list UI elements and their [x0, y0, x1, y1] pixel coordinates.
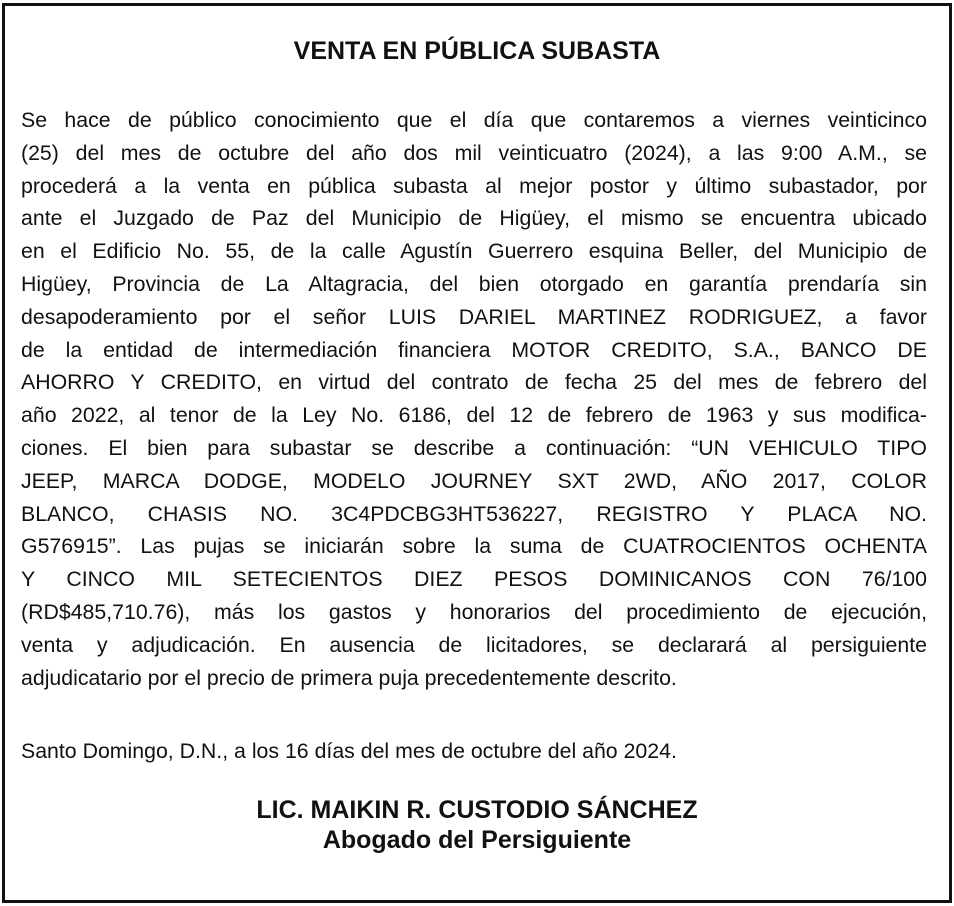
body-line: Y CINCO MIL SETECIENTOS DIEZ PESOS DOMINICANOS CON 76/100	[21, 567, 927, 592]
body-line: año 2022, al tenor de la Ley No. 6186, del 12 de febrero de 1963 y sus modifica-	[21, 403, 927, 428]
body-line: adjudicatario por el precio de primera puja precedentemente descrito.	[21, 665, 677, 690]
body-line: ciones. El bien para subastar se describe a continuación: “UN VEHICULO TIPO	[21, 435, 927, 460]
body-line: Se hace de público conocimiento que el día que contaremos a viernes veinticinco	[21, 108, 927, 132]
body-line: BLANCO, CHASIS NO. 3C4PDCBG3HT536227, REGISTRO Y PLACA NO.	[21, 501, 927, 526]
body-line: (25) del mes de octubre del año dos mil veinticuatro (2024), a las 9:00 A.M., se	[21, 140, 927, 165]
body-line: JEEP, MARCA DODGE, MODELO JOURNEY SXT 2WD, AÑO 2017, COLOR	[21, 468, 927, 493]
body-line: de la entidad de intermediación financiera MOTOR CREDITO, S.A., BANCO DE	[21, 337, 927, 362]
body-line: en el Edificio No. 55, de la calle Agustín Guerrero esquina Beller, del Municipio de	[21, 239, 927, 264]
body-line: AHORRO Y CREDITO, en virtud del contrato de fecha 25 del mes de febrero del	[21, 370, 927, 395]
signatory-role: Abogado del Persiguiente	[322, 826, 632, 854]
body-line: Higüey, Provincia de La Altagracia, del bien otorgado en garantía prendaría sin	[21, 271, 927, 296]
signature-block	[0, 795, 954, 855]
body-line: venta y adjudicación. En ausencia de licitadores, se declarará al persiguiente	[21, 632, 927, 657]
body-line: (RD$485,710.76), más los gastos y honorarios del procedimiento de ejecución,	[21, 599, 927, 624]
body-line: procederá a la venta en pública subasta al mejor postor y último subastador, por	[21, 173, 927, 198]
notice-body	[21, 104, 927, 694]
signatory-name: LIC. MAIKIN R. CUSTODIO SÁNCHEZ	[256, 796, 698, 824]
notice-title: VENTA EN PÚBLICA SUBASTA	[293, 37, 661, 65]
body-line: desapoderamiento por el señor LUIS DARIEL MARTINEZ RODRIGUEZ, a favor	[21, 304, 927, 329]
body-line: ante el Juzgado de Paz del Municipio de Higüey, el mismo se encuentra ubicado	[21, 206, 927, 231]
body-line: G576915”. Las pujas se iniciarán sobre la suma de CUATROCIENTOS OCHENTA	[21, 534, 927, 559]
dateline: Santo Domingo, D.N., a los 16 días del mes de octubre del año 2024.	[21, 739, 677, 763]
